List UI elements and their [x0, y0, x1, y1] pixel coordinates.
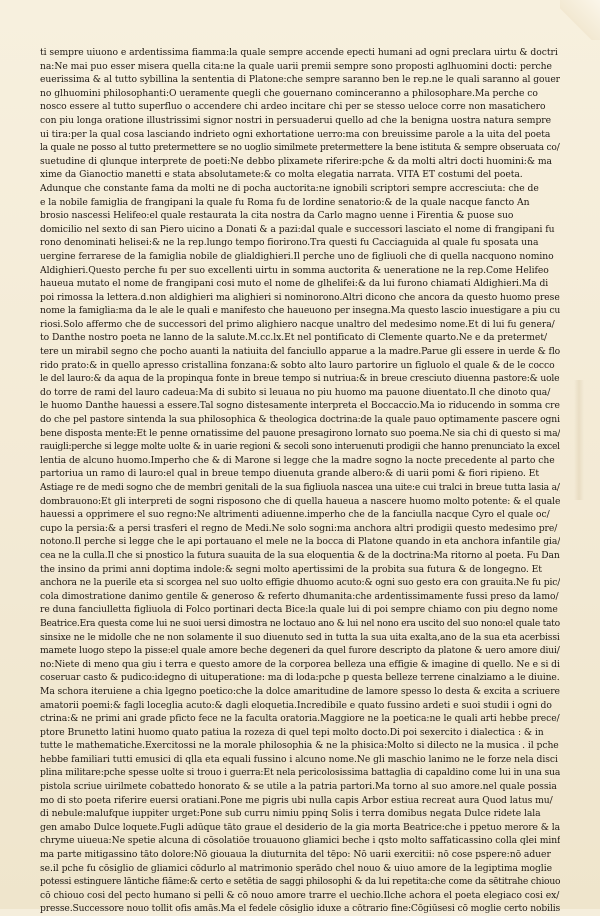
text-line: rido prato:& in quello apresso cristallina fonzana:& sobto alto lauro partorire un figluolo el quale & de le cocco [40, 359, 555, 371]
text-line: dombrauono:Et gli interpreti de sogni risposono che di quella haueua a nascere huomo molto potente: & el quale [40, 495, 560, 507]
text-line: hauessi a opprimere el suo regno:Ne altrimenti adiuenne.imperho che de la fanciulla nacque Cyro el quale oc/ [40, 509, 550, 521]
text-line: e la nobile famiglia de frangipani la quale fu Roma fu de lordine senatorio:& de la quale nacque fancto An [40, 196, 530, 208]
text-line: hebbe familiari tutti emusici di qlla eta equali fussino i alcuno nome.Ne gli maschio lanimo ne le forze nela disci [40, 753, 558, 765]
text-line: tere un mirabil segno che pocho auanti la natiuita del fanciullo apparue a la madre.Parue gli essere in uerde & flo [40, 346, 560, 358]
text-line: tutte le mathematiche.Exercitossi ne la morale philosophia & ne la phisica:Molto si dilecto ne la musica . il pche [40, 740, 559, 752]
text-line: cō chiouo cosi del pecto humano si pelli & cō nouo amore trarre el uechio.Ilche achora el poeta elegiaco cosi ex/ [40, 889, 560, 901]
text-line: di nebule:malufque iuppiter urget:Pone sub curru nimiu ppinq Solis i terra domibus negata Dulce ridete lala [40, 808, 541, 820]
text-line: nosco essere al tutto superfluo o accendere chi ardeo incitare chi per se stesso ueloce corre non masatichero [40, 101, 546, 113]
text-line: suetudine di qlunque interprete de poeti:Ne debbo plixamete riferire:pche & da molti altri docti huomini:& ma [40, 155, 552, 167]
text-line: cea ne la culla.Il che si pnostico la futura suauita de la sua eloquentia & de la doctrina:Ma ritorno al poeta. Fu Dan [40, 549, 560, 561]
text-line: riosi.Solo affermo che de successori del primo alighiero nacque unaltro del medesimo nome.Et di lui fu genera/ [40, 318, 555, 330]
text-line: le del lauro:& da aqua de la propinqua fonte in breue tempo si nutriua:& in breue cresciuto diuenna pastore:& uole [40, 373, 560, 385]
text-line: ti sempre uiuono e ardentissima fiamma:la quale sempre accende epecti humani ad ogni preclara uirtu & doctri [40, 47, 558, 58]
text-line: anchora ne la puerile eta si scorgea nel suo uolto effigie dhuomo acuto:& ogni suo gesto era con grauita.Ne fu pic/ [40, 577, 560, 589]
text-line: se.il pche fu cōsiglio de gliamici cōdurlo al matrimonio sperādo chel nouo & uiuo amore de la legiptima moglie [40, 862, 552, 874]
text-line: plina militare:pche spesse uolte si trouo i guerra:Et nela pericolosissima battaglia di capaldino come lui in una sua [40, 767, 560, 779]
text-line: chryme uiueua:Ne spetie alcuna di cōsolatiōe trouauono gliamici beche i qsto molto saffaticassino colla qlei minf [40, 835, 560, 847]
text-line: rono denominati helisei:& ne la rep.lungo tempo fiorirono.Tra questi fu Cacciaguida al quale fu sposata una [40, 237, 539, 249]
text-line: Astiage re de medi sogno che de membri genitali de la sua figliuola nascea una uite:e cui tralci in breue tutta lasia a/ [40, 482, 560, 493]
page-corner [560, 0, 600, 40]
text-line: brosio nascessi Helifeo:el quale restaurata la cita nostra da Carlo magno uenne i Firentia & puose suo [40, 210, 514, 222]
text-line: nome la famiglia:ma da le ale le quali e manifesto che haueuono per insegna.Ma questo lascio inuestigare a piu cu [40, 305, 560, 317]
text-line: partoriua un ramo di lauro:el qual in breue tempo diuenuta grande albero:& di uarii pomi & fiori ripieno. Et [40, 468, 539, 480]
text-line: pistola scriue uirilmete cobattedo honorato & se utile a la patria partori.Ma torno al suo amore.nel quale possia [40, 781, 557, 793]
text-line: ctrina:& ne primi ani grade pficto fece ne la faculta oratoria.Maggiore ne la poetica:ne le quali arti hebbe prece/ [40, 713, 560, 725]
text-line: do che pel pastore sintenda la sua philosophica & theologica doctrina:de la quale pauo optimamente pascere ogni [40, 414, 560, 426]
text-line: con piu longa oratione illustrissimi signor nostri in persuaderui quello ad che la benigna uostra natura sempre [40, 114, 552, 126]
text-line: domicilio nel sexto di san Piero uicino a Donati & a pazi:dal quale e successori lasciato el nome di frangipani fu [40, 223, 555, 235]
text-line: ui tira:per la qual cosa lasciando indrieto ogni exhortatione uerro:ma con breuissime parole a la uita del poeta [40, 128, 551, 140]
text-line: poi rimossa la lettera.d.non aldighieri ma alighieri si nominorono.Altri dicono che ancora da questo huomo prese [40, 291, 560, 303]
text-line: le huomo Danthe hauessi a essere.Tal sogno distesamente interpreta el Boccaccio.Ma io riducendo in somma cre [40, 400, 560, 412]
margin-stain [574, 380, 584, 500]
text-line: rauigli:perche si legge molte uolte & in uarie regioni & secoli sono interuenuti prodigii che hanno prenunciato la excel [40, 441, 560, 453]
text-line: sinsixe ne le midolle che ne non solamente il suo diuenuto sed in tutta la sua uita exalta,ano de la sua eta acerbissi [40, 631, 560, 643]
text-line: gen amabo Dulce loquete.Fugli adūque tāto graue el desiderio de la gia morta Beatrice:che i ppetuo merore & la [40, 821, 560, 833]
text-line: la quale ne posso al tutto pretermettere se no uoglio similmete pretermettere la bene istituta & sempre obseruata co/ [40, 142, 560, 154]
text-line: na:Ne mai puo esser misera quella cita:ne la quale uarii premii sempre sono proposti aglhuomini docti: perche [40, 60, 552, 72]
text-line: uergine ferrarese de la famiglia nobile de glialdighieri.Il perche uno de figliuoli che di quella nacquono nomino [40, 250, 554, 262]
text-line: Beatrice.Era questa come lui ne suoi uersi dimostra ne loctauo ano & lui nel nono era uscito del suo nono:el quale tato [40, 617, 560, 629]
text-line: to Danthe nostro poeta ne lanno de la salute.M.cc.lx.Et nel pontificato di Clemente quarto.Ne e da pretermet/ [40, 332, 548, 344]
text-line: mamete luogo stepo la pisse:el quale amore beche degeneri da quel furore descripto da platone & uero amore diui/ [40, 645, 560, 657]
text-line: Adunque che constante fama da molti ne di pocha auctorita:ne ignobili scriptori sempre accresciuta: che de [40, 182, 539, 194]
text-line: re duna fanciulletta figliuola di Folco portinari decta Bice:la quale lui di poi sempre chiamo con piu degno nome [40, 604, 558, 616]
text-line: mo di sto poeta riferire euersi oratiani.Pone me pigris ubi nulla capis Arbor estiua recreat aura Quod latus mu/ [40, 794, 553, 806]
text-line: ptore Brunetto latini huomo quato patiua la rozeza di quel tepi molto docto.Di poi sexercito i dialectica : & in [40, 726, 544, 738]
text-line: haueua mutato el nome de frangipani cosi muto el nome de glhelifei:& da lui furono chiamati Aldighieri.Ma di [40, 278, 549, 290]
text-line: potessi estinguere lāntiche fiāme:& certo e setētia de saggi philosophi & da lui repetita:che come da sētitrahe chiouo [40, 876, 560, 888]
text-line: no:Niete di meno qua giu i terra e questo amore de la corporea belleza una effigie & imagine di quello. Ne e si di [40, 658, 560, 670]
text-line: no glhuomini philosophanti:O ueramente quegli che gouernano cominceranno a philosophare.Ma perche co [40, 87, 538, 99]
text-line: presse.Successore nouo tollit ofis amās.Ma el fedele cōsiglio iduxe a cōtrario fine:Cōgiūsesi cō moglie certo nobilis [40, 903, 560, 915]
text-line: euerissima & al tutto sybillina la sententia di Platone:che sempre saranno ben le rep.ne le quali saranno al gouer [40, 74, 560, 86]
text-line: bene disposta mente:Et le penne ornatissime del pauone presagirono lornato suo poema.Ne sia chi di questo si ma/ [40, 427, 560, 439]
text-line: cupo la persia:& a persi trasferi el regno de Medi.Ne solo sogni:ma anchora altri prodigii questo medesimo pre/ [40, 522, 558, 534]
text-line: xime da Gianoctio manetti e stata absolutamete:& co molta elegatia narrata. VITA ET costumi del poeta. [40, 169, 523, 181]
text-line: lentia de alcuno huomo.Imperho che & di Marone si legge che la madre sogno la nocte precedente al parto che [40, 454, 555, 466]
text-line: ma parte mitigassino tāto dolore:Nō giouaua la diuturnita del tēpo: Nō uarii exercitii: nō cose pspere:nō aduer [40, 849, 551, 861]
text-line: Aldighieri.Questo perche fu per suo excellenti uirtu in somma auctorita & ueneratione ne la rep.Come Helifeo [40, 264, 549, 276]
text-line: notono.Il perche si legge che le api portauano el mele ne la bocca di Platone quando in eta anchora infantile gia/ [40, 536, 560, 548]
text-line: do torre de rami del lauro cadeua:Ma di subito si leuaua no piu huomo ma pauone diuentato.Il che dinoto qua/ [40, 386, 551, 398]
text-line: cola dimostratione danimo gentile & generoso & referto dhumanita:che ardentissimamente fussi preso da lamo/ [40, 590, 559, 602]
text-column [40, 46, 560, 916]
text-line: Ma schora iteruiene a chia lgegno poetico:che la dolce amaritudine de lamore spesso lo desta & excita a scriuere [40, 685, 560, 697]
text-line: amatorii poemi:& fagli loceglia acuto:& dagli eloquetia.Incredibile e quato fussino ardeti e suoi studii i ogni do [40, 699, 552, 711]
text-line: the insino da primi anni doptima indole:& segni molto apertissimi de la probita sua futura & de longegno. Et [40, 563, 542, 575]
text-line: coseruar casto & pudico:idegno di uituperatione: ma di loda:pche p questa belleze terrene cinalziamo a le diuine. [40, 672, 560, 684]
